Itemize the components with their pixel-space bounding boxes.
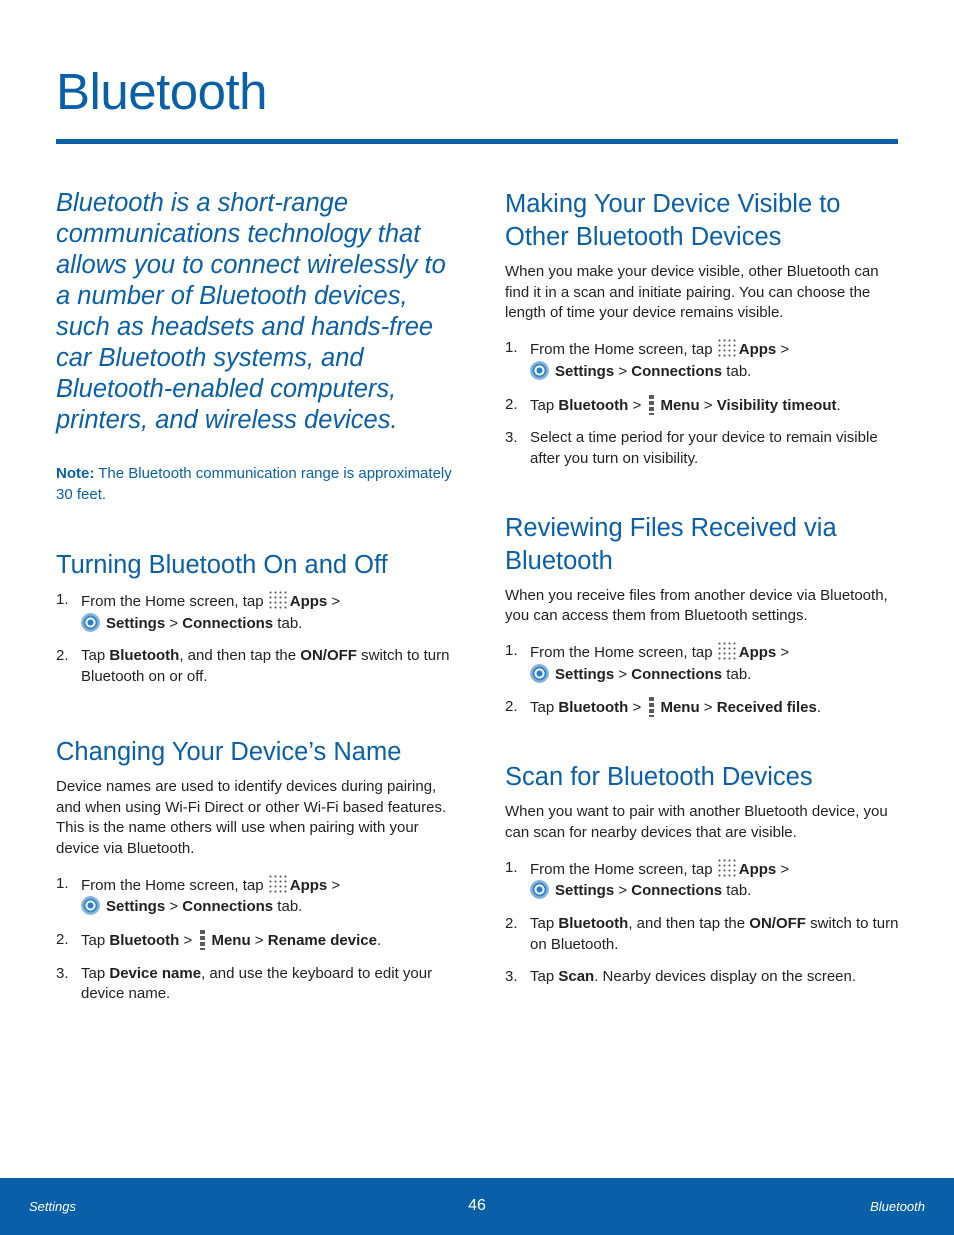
step-text: tab. [273,614,303,632]
separator: > [614,665,632,683]
menu-label: Menu [660,396,700,414]
step-text: . [816,699,821,717]
settings-gear-icon [81,613,100,632]
changing-body: Device names are used to identify devices during pairing, and when using Wi-Fi Direct or other Wi-Fi based features. This is the name others will use when pairing with your device via Bluetooth. [56,777,447,857]
separator: > [327,593,341,610]
heading-scan-devices: Scan for Bluetooth Devices [505,763,813,792]
step-text: , and then tap the [179,647,301,665]
separator: > [179,932,197,950]
step-text: Tap [530,968,559,986]
list-item [505,641,900,685]
step-text: , and then tap the [628,914,750,932]
visible-body: When you make your device visible, other Bluetooth can find it in a scan and initiate pairing. You can choose the length of time your device remains visible. [505,263,879,322]
scan-label: Scan [558,968,595,986]
settings-label: Settings [555,882,615,900]
step-text: From the Home screen, tap [530,860,717,878]
separator: > [628,396,646,414]
apps-label: Apps [738,860,777,878]
settings-gear-icon [530,664,549,683]
apps-label: Apps [289,876,328,894]
separator: > [776,860,790,878]
menu-label: Menu [660,699,700,717]
note-label: Note: [56,465,95,482]
step-text: Tap [530,396,559,414]
onoff-label: ON/OFF [749,914,806,932]
settings-label: Settings [555,362,615,380]
page-title: Bluetooth [56,63,268,120]
step-number: 2. [505,698,518,716]
step-text: tab. [722,362,752,380]
intro-paragraph: Bluetooth is a short-range communications technology that allows you to connect wirelessly to a number of Bluetooth devices, such as headsets and hands-free car Bluetooth systems, and Bluetooth-enabled computers, printers, and wireless devices. [56,189,446,434]
apps-label: Apps [738,341,777,359]
apps-icon [268,874,288,894]
list-item [505,967,900,988]
step-text: Tap [530,914,559,932]
step-text: tab. [722,882,752,900]
step-number: 1. [56,591,69,608]
step-number: 3. [505,429,518,447]
heading-turning-bluetooth: Turning Bluetooth On and Off [56,551,388,579]
list-item [505,338,900,382]
separator: > [776,644,790,662]
note-text: The Bluetooth communication range is approximately 30 feet. [56,465,452,503]
settings-gear-icon [530,361,549,380]
heading-reviewing-files: Reviewing Files Received via Bluetooth [505,513,837,575]
connections-label: Connections [182,614,274,632]
step-text: Tap [81,932,110,950]
step-number: 3. [505,968,518,986]
footer-section-label: Settings [29,1199,76,1214]
connections-label: Connections [631,362,723,380]
step-text: From the Home screen, tap [81,876,268,894]
step-text: switch to turn Bluetooth on or off. [81,647,450,686]
step-text: From the Home screen, tap [530,644,717,662]
connections-label: Connections [182,898,274,916]
steps-visible [505,338,900,470]
menu-label: Menu [211,932,251,950]
scan-body: When you want to pair with another Bluetooth device, you can scan for nearby devices that are visible. [505,803,888,841]
step-number: 1. [505,642,518,660]
step-text: Select a time period for your device to remain visible after you turn on visibility. [530,429,878,467]
list-item [56,874,452,918]
received-files-label: Received files [716,699,817,717]
settings-label: Settings [106,614,166,632]
step-number: 2. [505,395,518,413]
settings-gear-icon [530,880,549,899]
separator: > [699,699,717,717]
step-number: 3. [56,964,69,982]
title-rule [56,139,898,144]
menu-icon [649,395,654,415]
list-item [56,590,452,634]
settings-gear-icon [81,896,100,915]
list-item [505,858,900,902]
step-number: 1. [505,339,518,357]
list-item [56,646,452,687]
step-text: From the Home screen, tap [81,593,268,610]
step-text: . [836,396,841,414]
step-text: . Nearby devices display on the screen. [594,968,857,986]
list-item [56,964,452,1005]
steps-scan [505,858,900,989]
apps-label: Apps [738,644,777,662]
step-text: . [376,932,382,950]
apps-icon [717,338,737,358]
step-number: 2. [505,914,518,932]
steps-turning [56,590,452,688]
separator: > [165,614,183,632]
menu-icon [200,930,205,950]
step-text: switch to turn on Bluetooth. [530,914,899,953]
apps-icon [717,641,737,661]
separator: > [614,362,632,380]
separator: > [614,882,632,900]
apps-icon [717,858,737,878]
connections-label: Connections [631,665,723,683]
device-name-label: Device name [109,964,202,982]
note [56,463,452,505]
bluetooth-label: Bluetooth [109,932,180,950]
bluetooth-label: Bluetooth [558,914,629,932]
apps-label: Apps [289,593,328,610]
list-item [56,930,452,952]
heading-making-visible: Making Your Device Visible to Other Bluetooth Devices [505,190,841,251]
step-text: Tap [81,964,110,982]
rename-device-label: Rename device [267,932,377,950]
heading-changing-name: Changing Your Device’s Name [56,737,402,766]
step-text: tab. [722,665,752,683]
step-text: Tap [530,699,559,717]
left-column [56,188,452,1017]
reviewing-body: When you receive files from another device via Bluetooth, you can access them from Bluetooth settings. [505,586,888,625]
step-number: 2. [56,931,69,949]
list-item [505,395,900,417]
step-number: 1. [505,858,518,876]
steps-reviewing [505,641,900,719]
step-number: 2. [56,647,69,665]
step-text: From the Home screen, tap [530,341,717,359]
step-text: , and use the keyboard to edit your device name. [81,964,433,1003]
menu-icon [649,697,654,717]
separator: > [776,341,790,359]
page-footer [0,1178,954,1235]
bluetooth-label: Bluetooth [558,396,629,414]
steps-changing [56,874,452,1006]
step-number: 1. [56,874,69,892]
list-item [505,428,900,469]
step-text: tab. [273,898,303,916]
separator: > [699,396,717,414]
step-text: Tap [81,647,110,665]
visibility-timeout-label: Visibility timeout [716,396,837,414]
footer-chapter-label: Bluetooth [870,1199,925,1214]
settings-label: Settings [555,665,615,683]
bluetooth-label: Bluetooth [558,699,629,717]
separator: > [165,898,183,916]
page-number: 46 [468,1197,486,1214]
bluetooth-label: Bluetooth [109,647,180,665]
separator: > [628,699,646,717]
onoff-label: ON/OFF [300,647,357,665]
connections-label: Connections [631,882,723,900]
list-item [505,697,900,719]
settings-label: Settings [106,898,166,916]
right-column [505,188,900,1000]
separator: > [327,876,341,894]
apps-icon [268,590,288,610]
list-item [505,914,900,955]
separator: > [250,932,268,950]
